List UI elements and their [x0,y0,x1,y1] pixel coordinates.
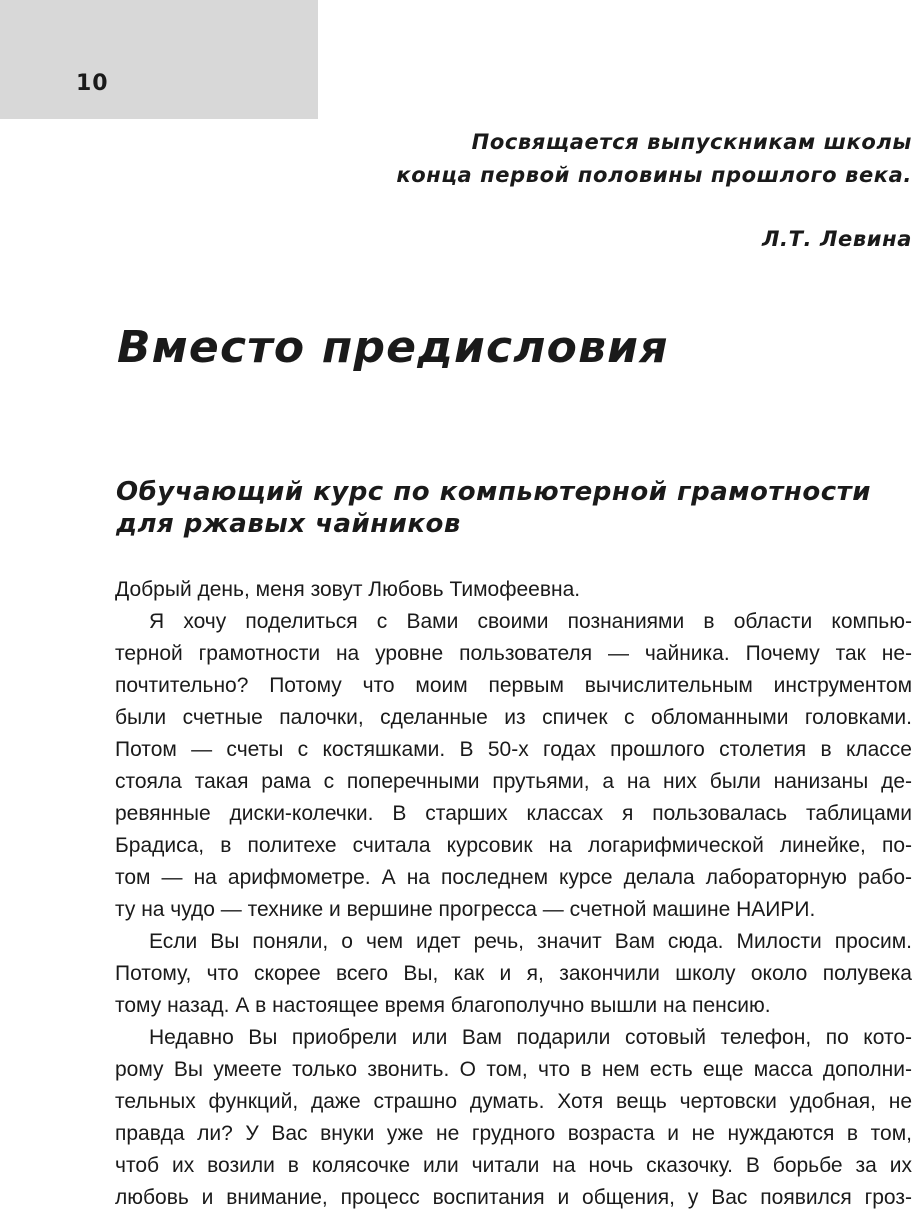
paragraph-line: чтоб их возили в колясочке или читали на ночь сказочку. В борьбе за их [115,1154,912,1177]
dedication-line: Посвящается выпускникам школы [471,130,912,154]
paragraph-line: тому назад. А в настоящее время благополучно вышли на пенсию. [115,994,771,1017]
paragraph-line: рому Вы умеете только звонить. О том, что в нем есть еще масса дополни- [115,1058,912,1081]
paragraph-line: почтительно? Потому что моим первым вычислительным инструментом [115,674,912,697]
paragraph-line: Если Вы поняли, о чем идет речь, значит Вам сюда. Милости просим. [149,930,912,953]
dedication [212,126,912,192]
paragraph-line: Я хочу поделиться с Вами своими познаниями в области компью- [149,610,912,633]
paragraph-line: Добрый день, меня зовут Любовь Тимофеевна. [115,578,581,601]
paragraph-line: тельных функций, даже страшно думать. Хотя вещь чертовски удобная, не [115,1090,912,1113]
paragraph-line: любовь и внимание, процесс воспитания и общения, у Вас появился гроз- [115,1186,912,1209]
paragraph-line: терной грамотности на уровне пользователя — чайника. Почему так не- [115,642,912,665]
paragraph-line: были счетные палочки, сделанные из спичек с обломанными головками. [115,706,912,729]
paragraph-line: том — на арифмометре. А на последнем курсе делала лабораторную рабо- [115,866,912,889]
paragraph-line: Потому, что скорее всего Вы, как и я, закончили школу около полувека [115,962,912,985]
paragraph-line: Недавно Вы приобрели или Вам подарили сотовый телефон, по кото- [149,1026,912,1049]
paragraph-line: Потом — счеты с костяшками. В 50-х годах прошлого столетия в классе [115,738,912,761]
body-text [115,574,912,1214]
dedication-line: конца первой половины прошлого века. [396,163,912,187]
section-title-line: для ржавых чайников [116,509,461,539]
paragraph-line: ревянные диски-колечки. В старших классах я пользовалась таблицами [115,802,912,825]
page-number-tab [0,0,318,119]
section-title [116,476,912,540]
page-number: 10 [76,71,109,96]
paragraph-line: ту на чудо — технике и вершине прогресса — счетной машине НАИРИ. [115,898,816,921]
dedication-author: Л.Т. Левина [761,227,912,251]
paragraph-line: стояла такая рама с поперечными прутьями, а на них были нанизаны де- [115,770,912,793]
paragraph-line: правда ли? У Вас внуки уже не грудного возраста и не нуждаются в том, [115,1122,912,1145]
chapter-title: Вместо предисловия [117,322,669,373]
paragraph-line: Брадиса, в политехе считала курсовик на логарифмической линейке, по- [115,834,912,857]
section-title-line: Обучающий курс по компьютерной грамотности [116,477,871,507]
